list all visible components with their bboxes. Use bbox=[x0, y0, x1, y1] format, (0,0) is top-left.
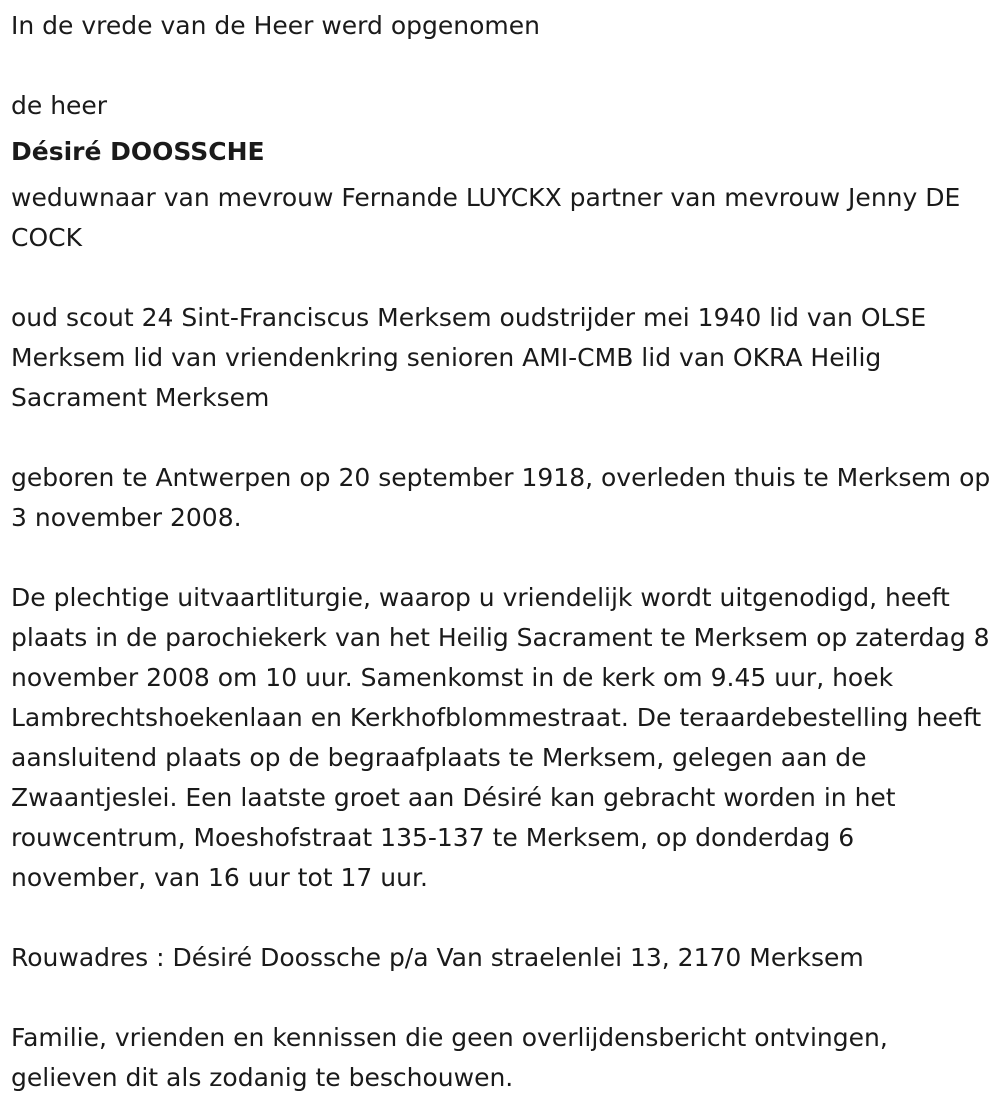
salutation: de heer bbox=[11, 91, 108, 120]
closing-text: Familie, vrienden en kennissen die geen overlijdensbericht ontvingen, gelieven dit als zodanig te beschouwen. bbox=[11, 1023, 888, 1092]
death-notice bbox=[11, 6, 991, 1098]
intro-text: In de vrede van de Heer werd opgenomen bbox=[11, 11, 540, 40]
relations-text: weduwnaar van mevrouw Fernande LUYCKX partner van mevrouw Jenny DE COCK bbox=[11, 183, 961, 252]
ceremony-text: De plechtige uitvaartliturgie, waarop u vriendelijk wordt uitgenodigd, heeft plaats in de parochiekerk van het Heilig Sacrament te Merksem op zaterdag 8 november 2008 om 10 uur. Samenkomst in de kerk om 9.45 uur, hoek Lambrechtshoekenlaan en Kerkhofblommestraat. De teraardebestelling heeft aansluitend plaats op de begraafplaats te Merksem, gelegen aan de Zwaantjeslei. Een laatste groet aan Désiré kan gebracht worden in het rouwcentrum, Moeshofstraat 135-137 te Merksem, op donderdag 6 november, van 16 uur tot 17 uur. bbox=[11, 583, 990, 892]
address-text: Rouwadres : Désiré Doossche p/a Van straelenlei 13, 2170 Merksem bbox=[11, 943, 864, 972]
birth-death-text: geboren te Antwerpen op 20 september 1918, overleden thuis te Merksem op 3 november 2008. bbox=[11, 463, 991, 532]
deceased-name: Désiré DOOSSCHE bbox=[11, 137, 265, 166]
affiliations-text: oud scout 24 Sint-Franciscus Merksem oudstrijder mei 1940 lid van OLSE Merksem lid van vriendenkring senioren AMI-CMB lid van OKRA Heilig Sacrament Merksem bbox=[11, 303, 927, 412]
